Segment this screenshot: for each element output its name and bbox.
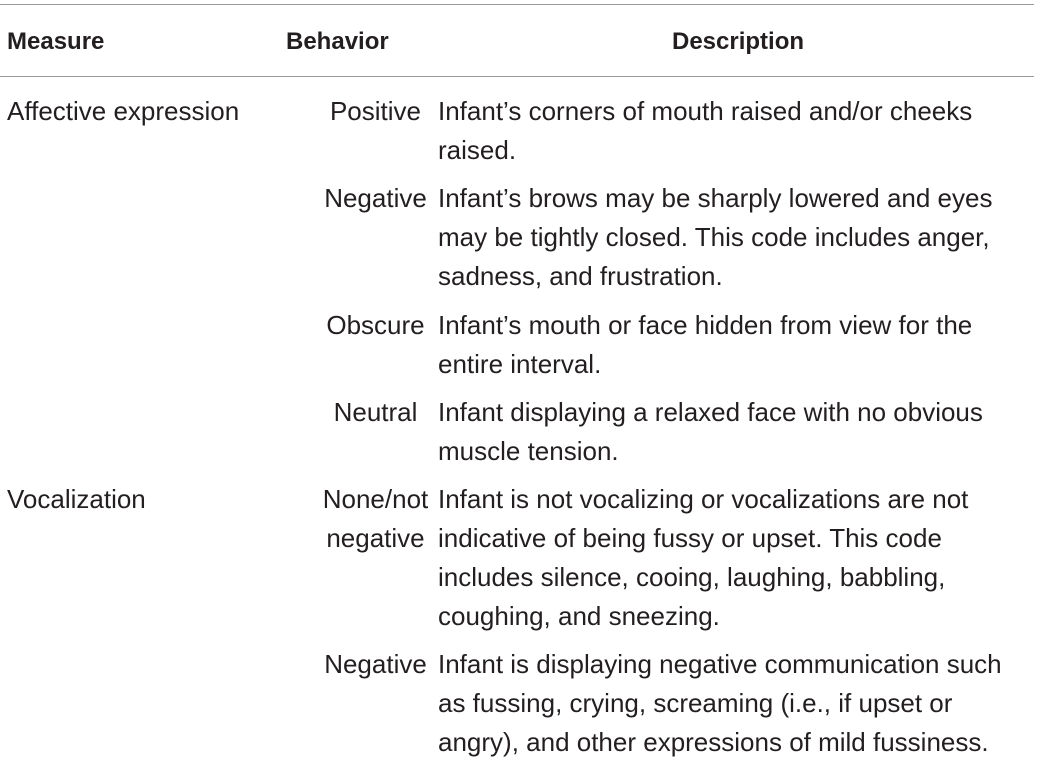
header-measure: Measure — [7, 28, 105, 55]
description-line: muscle tension. — [438, 436, 619, 466]
row-description — [438, 480, 968, 636]
header-description: Description — [672, 28, 805, 55]
description-line: may be tightly closed. This code includes anger, — [438, 222, 990, 252]
behavior-line: negative — [326, 523, 425, 553]
description-line: Infant is not vocalizing or vocalizations are not — [438, 484, 969, 514]
behavior-line: Neutral — [333, 397, 418, 427]
behavior-line: Negative — [324, 649, 427, 679]
description-line: Infant’s corners of mouth raised and/or cheeks — [438, 96, 973, 126]
row-measure: Vocalization — [7, 484, 146, 514]
behavior-line: Negative — [324, 183, 427, 213]
behavior-line: Obscure — [326, 310, 425, 340]
row-measure: Affective expression — [7, 96, 240, 126]
row-description — [438, 393, 983, 471]
header-behavior: Behavior — [286, 28, 389, 55]
description-line: raised. — [438, 135, 517, 165]
description-line: Infant is displaying negative communication such — [438, 649, 1002, 679]
row-description — [438, 645, 1002, 762]
description-line: as fussing, crying, screaming (i.e., if upset or — [438, 688, 953, 718]
behavior-line: Positive — [329, 96, 422, 126]
row-description — [438, 306, 972, 384]
description-line: sadness, and frustration. — [438, 261, 723, 291]
table-top-rule — [0, 4, 1034, 5]
row-description — [438, 92, 972, 170]
description-line: Infant displaying a relaxed face with no obvious — [438, 397, 983, 427]
row-description — [438, 179, 992, 296]
behavior-line: None/not — [322, 484, 429, 514]
description-line: Infant’s brows may be sharply lowered and eyes — [438, 183, 993, 213]
description-line: Infant’s mouth or face hidden from view for the — [438, 310, 973, 340]
description-line: entire interval. — [438, 349, 602, 379]
description-line: indicative of being fussy or upset. This code — [438, 523, 942, 553]
description-line: includes silence, cooing, laughing, babbling, — [438, 562, 946, 592]
description-line: coughing, and sneezing. — [438, 601, 720, 631]
table-header-rule — [0, 76, 1034, 77]
description-line: angry), and other expressions of mild fussiness. — [438, 727, 989, 757]
